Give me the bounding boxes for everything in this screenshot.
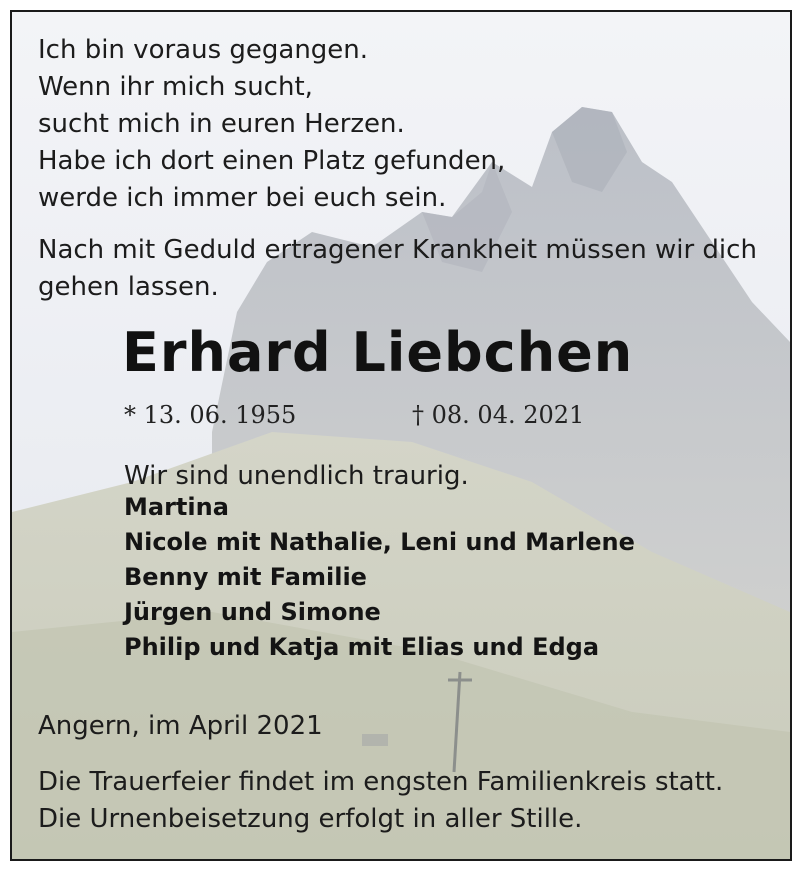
poem-line: Wenn ihr mich sucht, bbox=[38, 72, 313, 102]
poem-line: Ich bin voraus gegangen. bbox=[38, 35, 369, 65]
family-member: Benny mit Familie bbox=[124, 563, 367, 591]
closing-text bbox=[38, 764, 723, 838]
deceased-name: Erhard Liebchen bbox=[122, 321, 634, 384]
intro-text bbox=[38, 232, 757, 306]
family-member: Jürgen und Simone bbox=[124, 598, 381, 626]
poem-line: werde ich immer bei euch sein. bbox=[38, 183, 447, 213]
family-list bbox=[124, 490, 635, 665]
place-date: Angern, im April 2021 bbox=[38, 711, 323, 741]
poem-line: sucht mich in euren Herzen. bbox=[38, 109, 405, 139]
family-member: Nicole mit Nathalie, Leni und Marlene bbox=[124, 528, 635, 556]
intro-line: gehen lassen. bbox=[38, 272, 219, 302]
poem-line: Habe ich dort einen Platz gefunden, bbox=[38, 146, 506, 176]
closing-line: Die Urnenbeisetzung erfolgt in aller Stille. bbox=[38, 804, 583, 834]
birth-date: * 13. 06. 1955 bbox=[124, 401, 297, 429]
intro-line: Nach mit Geduld ertragener Krankheit müssen wir dich bbox=[38, 235, 757, 265]
family-member: Martina bbox=[124, 493, 229, 521]
family-member: Philip und Katja mit Elias und Edga bbox=[124, 633, 600, 661]
mourning-line: Wir sind unendlich traurig. bbox=[124, 461, 469, 491]
poem bbox=[38, 32, 505, 217]
obituary-notice bbox=[10, 10, 792, 861]
death-date: † 08. 04. 2021 bbox=[412, 401, 585, 429]
closing-line: Die Trauerfeier findet im engsten Familienkreis statt. bbox=[38, 767, 724, 797]
